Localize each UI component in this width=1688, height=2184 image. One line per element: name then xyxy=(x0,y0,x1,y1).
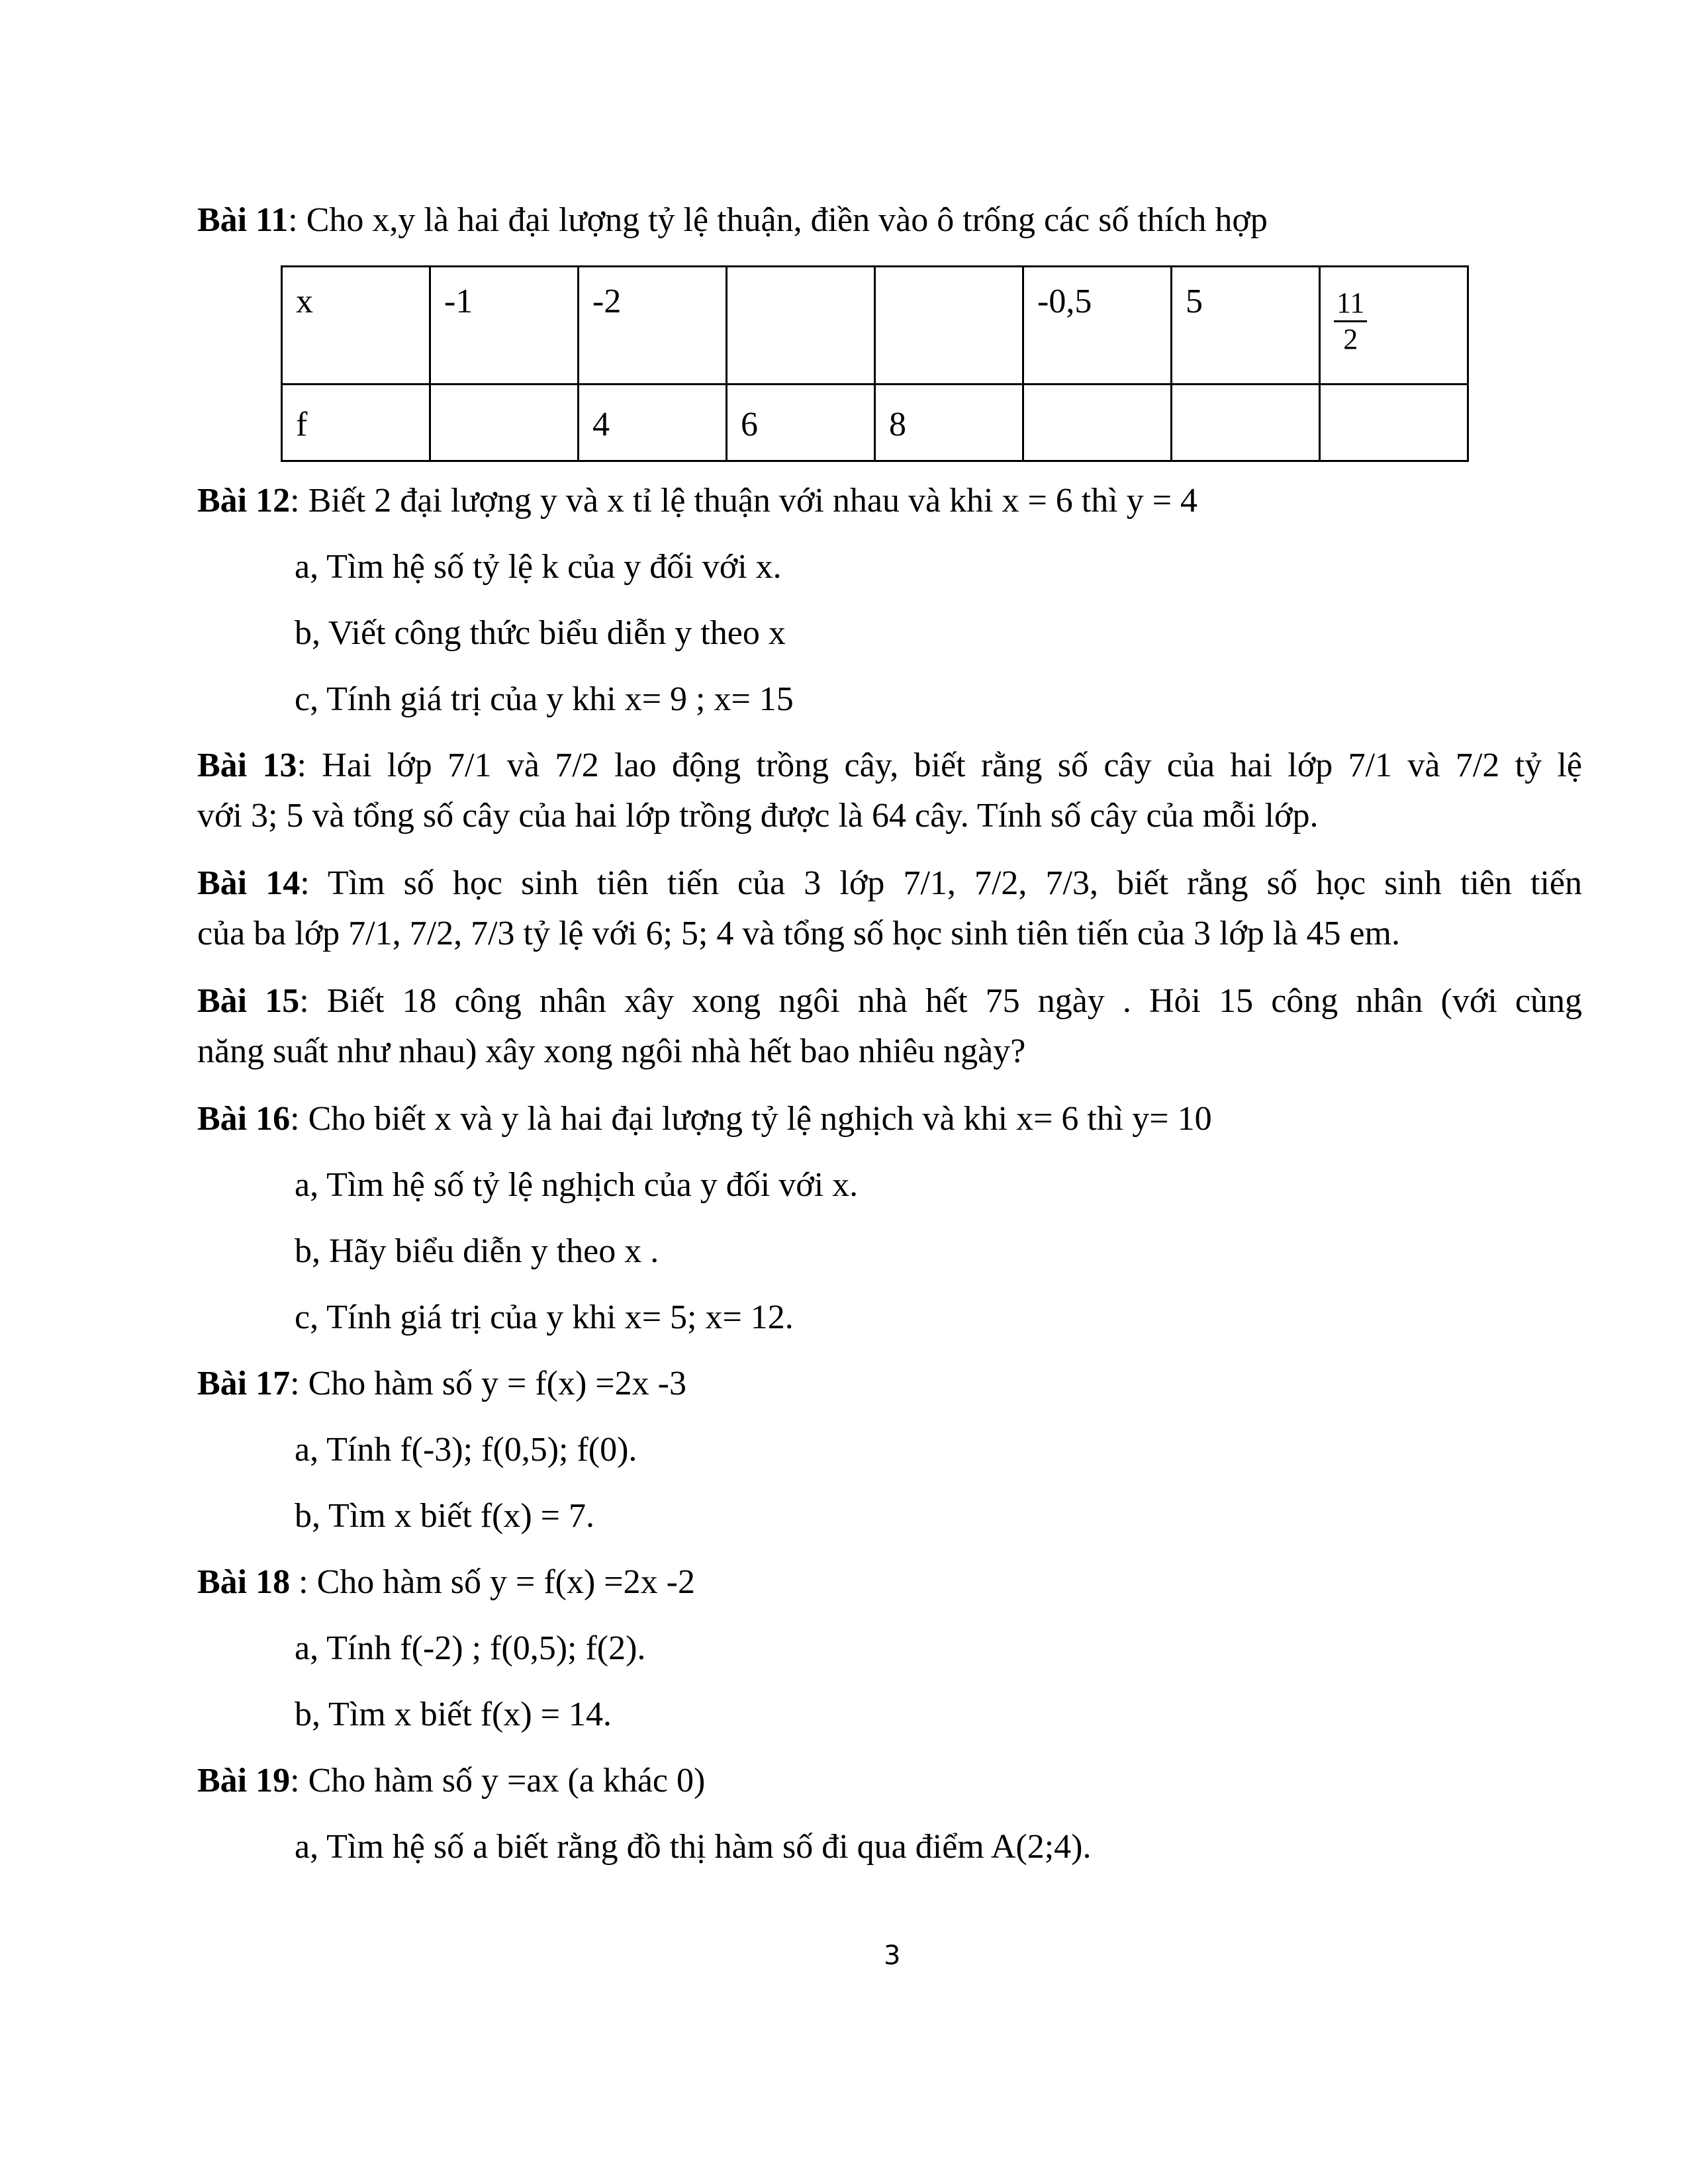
b18-part-a: a, Tính f(-2) ; f(0,5); f(2). xyxy=(295,1629,646,1667)
table-row-f xyxy=(282,385,1468,461)
b15-line2: năng suất như nhau) xây xong ngôi nhà hết bao nhiêu ngày? xyxy=(197,1032,1026,1070)
table-cell xyxy=(727,267,875,385)
table-cell xyxy=(875,267,1023,385)
table-cell: 8 xyxy=(875,385,1023,461)
b12-heading xyxy=(197,478,1197,524)
b15-label: Bài 15 xyxy=(197,982,300,1020)
b12-label: Bài 12 xyxy=(197,482,291,520)
b15-text1: : Biết 18 công nhân xây xong ngôi nhà hết 75 ngày . Hỏi 15 công nhân (với cùng xyxy=(299,982,1582,1020)
table-cell-fraction xyxy=(1320,267,1468,385)
b16-text: : Cho biết x và y là hai đại lượng tỷ lệ nghịch và khi x= 6 thì y= 10 xyxy=(290,1100,1212,1138)
b16-part-b: b, Hãy biểu diễn y theo x . xyxy=(295,1232,659,1270)
b15-line1 xyxy=(197,978,1582,1024)
table-cell: 5 xyxy=(1172,267,1320,385)
table-cell: x xyxy=(282,267,430,385)
b17-part-b: b, Tìm x biết f(x) = 7. xyxy=(295,1497,594,1535)
table-cell: 6 xyxy=(727,385,875,461)
b14-text1: : Tìm số học sinh tiên tiến của 3 lớp 7/1, 7/2, 7/3, biết rằng số học sinh tiên tiến xyxy=(300,864,1582,902)
table-cell: f xyxy=(282,385,430,461)
b12-part-b: b, Viết công thức biểu diễn y theo x xyxy=(295,614,786,652)
b16-label: Bài 16 xyxy=(197,1100,291,1138)
b17-heading xyxy=(197,1361,686,1407)
b11-text: : Cho x,y là hai đại lượng tỷ lệ thuận, điền vào ô trống các số thích hợp xyxy=(288,201,1268,239)
b18-label: Bài 18 xyxy=(197,1563,291,1601)
table-cell: -1 xyxy=(430,267,579,385)
b11-heading xyxy=(197,197,1268,244)
table-cell xyxy=(1320,385,1468,461)
b12-text: : Biết 2 đại lượng y và x tỉ lệ thuận với nhau và khi x = 6 thì y = 4 xyxy=(290,482,1198,520)
table-cell: 4 xyxy=(579,385,727,461)
b17-part-a: a, Tính f(-3); f(0,5); f(0). xyxy=(295,1431,637,1469)
b19-heading xyxy=(197,1758,705,1804)
b16-part-c: c, Tính giá trị của y khi x= 5; x= 12. xyxy=(295,1298,794,1336)
page-number: 3 xyxy=(884,1940,901,1971)
b19-text: : Cho hàm số y =ax (a khác 0) xyxy=(290,1762,706,1799)
proportion-table xyxy=(281,265,1469,462)
b12-part-c: c, Tính giá trị của y khi x= 9 ; x= 15 xyxy=(295,680,794,718)
b16-heading xyxy=(197,1096,1212,1142)
table-cell: -2 xyxy=(579,267,727,385)
b17-label: Bài 17 xyxy=(197,1365,291,1402)
table-cell xyxy=(1023,385,1172,461)
b19-part-a: a, Tìm hệ số a biết rằng đồ thị hàm số đi qua điểm A(2;4). xyxy=(295,1828,1092,1866)
b14-label: Bài 14 xyxy=(197,864,301,902)
b19-label: Bài 19 xyxy=(197,1762,291,1799)
b14-line1 xyxy=(197,860,1582,907)
fraction xyxy=(1334,286,1367,357)
table-cell xyxy=(1172,385,1320,461)
fraction-denominator: 2 xyxy=(1343,323,1358,355)
fraction-numerator: 11 xyxy=(1334,286,1367,322)
table-cell xyxy=(430,385,579,461)
b12-part-a: a, Tìm hệ số tỷ lệ k của y đối với x. xyxy=(295,548,782,586)
b14-line2: của ba lớp 7/1, 7/2, 7/3 tỷ lệ với 6; 5; 4 và tổng số học sinh tiên tiến của 3 lớp là 45 em. xyxy=(197,915,1400,952)
table-row-x xyxy=(282,267,1468,385)
b13-text1: : Hai lớp 7/1 và 7/2 lao động trồng cây, biết rằng số cây của hai lớp 7/1 và 7/2 tỷ lệ xyxy=(297,747,1582,784)
table-cell: -0,5 xyxy=(1023,267,1172,385)
b11-label: Bài 11 xyxy=(197,201,289,239)
b13-line1 xyxy=(197,743,1582,789)
b18-heading xyxy=(197,1559,695,1606)
b13-line2: với 3; 5 và tổng số cây của hai lớp trồng được là 64 cây. Tính số cây của mỗi lớp. xyxy=(197,797,1319,835)
b18-part-b: b, Tìm x biết f(x) = 14. xyxy=(295,1696,612,1733)
b18-text: : Cho hàm số y = f(x) =2x -2 xyxy=(290,1563,695,1601)
b13-label: Bài 13 xyxy=(197,747,297,784)
b16-part-a: a, Tìm hệ số tỷ lệ nghịch của y đối với x. xyxy=(295,1166,859,1204)
b17-text: : Cho hàm số y = f(x) =2x -3 xyxy=(290,1365,686,1402)
